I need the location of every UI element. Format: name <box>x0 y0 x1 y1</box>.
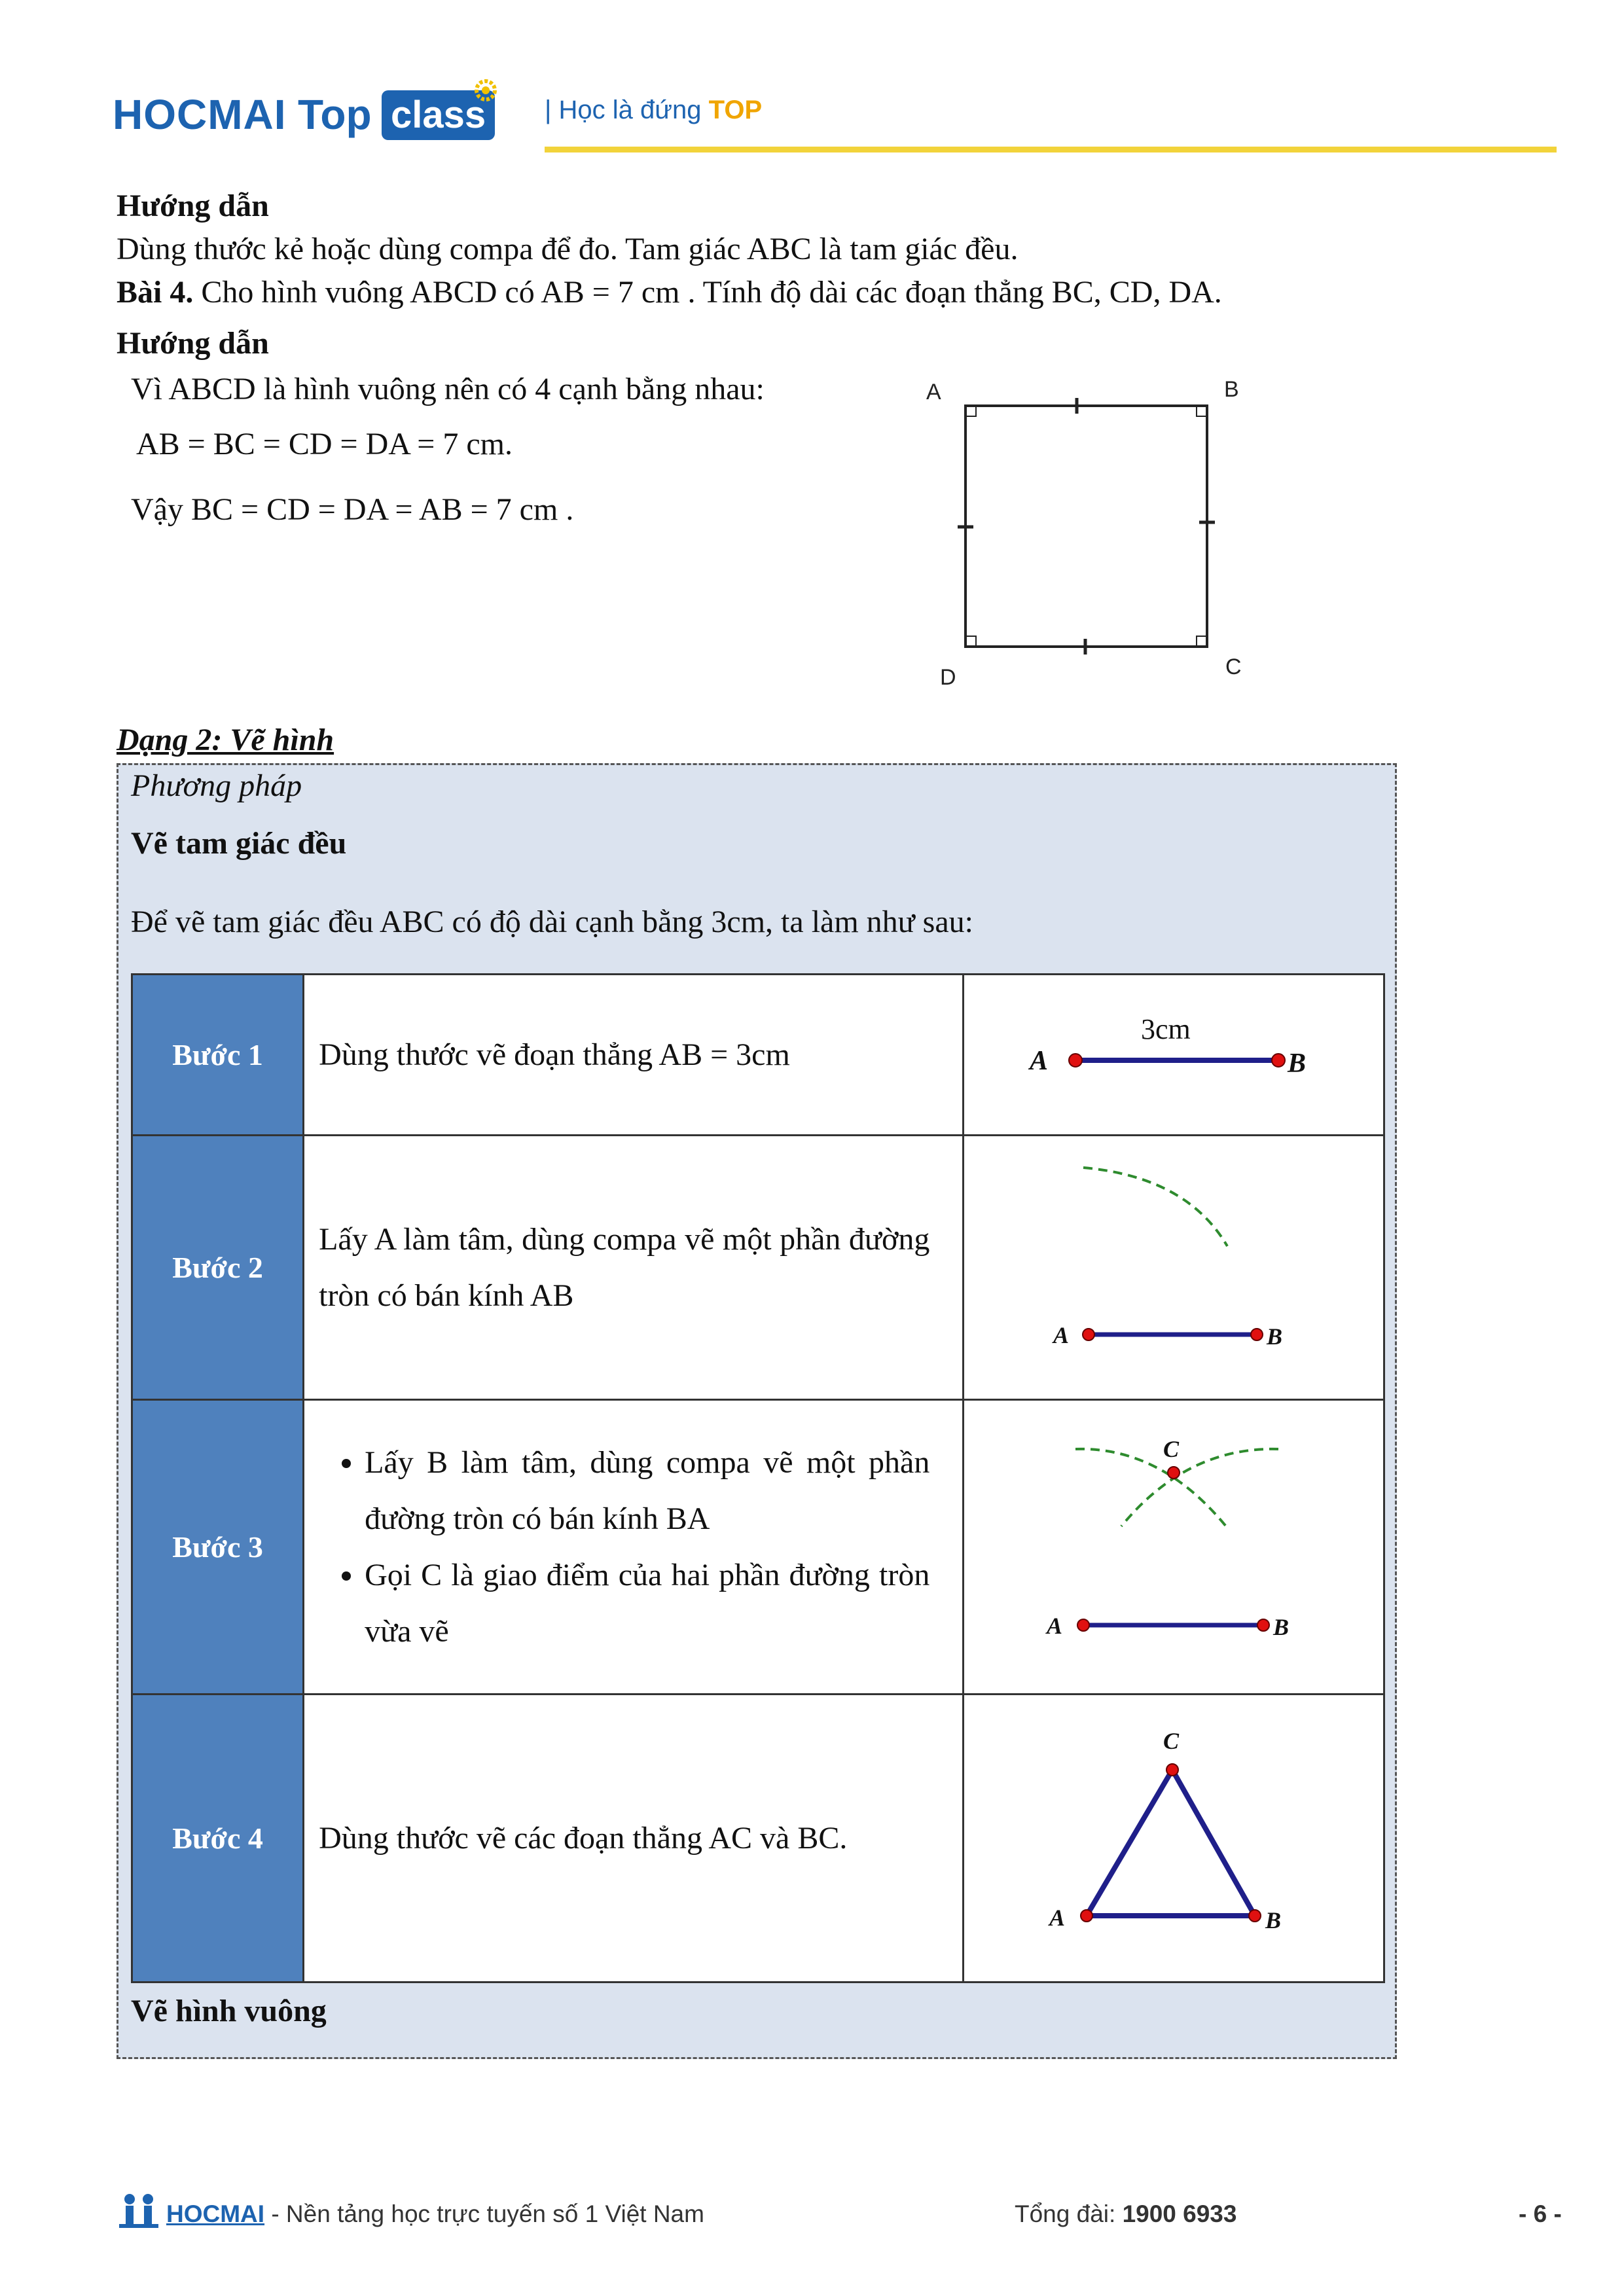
label-c: C <box>1163 1727 1180 1754</box>
step-row-4 <box>132 1695 1384 1982</box>
label-a: A <box>1053 1321 1070 1348</box>
arc-figure-2 <box>964 1138 1380 1398</box>
page-number: - 6 - <box>1519 2200 1562 2227</box>
segment-figure-1 <box>964 977 1380 1134</box>
length-label: 3cm <box>1141 1013 1191 1045</box>
point-b <box>1249 1910 1261 1922</box>
header-rule <box>545 147 1557 152</box>
point-b <box>1257 1619 1269 1631</box>
step-3-list <box>319 1435 929 1660</box>
point-a <box>1083 1329 1094 1340</box>
section1-heading: Hướng dẫn <box>117 188 269 223</box>
right-angle-b <box>1197 406 1207 416</box>
tagline <box>545 96 762 125</box>
bai4-text: Cho hình vuông ABCD có AB = 7 cm . Tính độ dài các đoạn thẳng BC, CD, DA. <box>201 275 1222 310</box>
step-3-figure <box>964 1400 1384 1695</box>
step-1-label: Bước 1 <box>132 975 304 1136</box>
bai4-line2: AB = BC = CD = DA = 7 cm. <box>136 427 513 461</box>
label-b: B <box>1288 1048 1307 1079</box>
triangle-figure <box>964 1696 1380 1981</box>
footer-brand-link[interactable]: HOCMAI <box>166 2200 265 2227</box>
logo-class: class <box>382 90 495 140</box>
label-a: A <box>1030 1045 1049 1076</box>
arc-a <box>1075 1448 1226 1526</box>
label-a: A <box>1047 1612 1063 1639</box>
step-3-bullet-2: • Gọi C là giao điểm của hai phần đường tròn vừa vẽ <box>365 1547 929 1660</box>
step-3-bullet-1: • Lấy B làm tâm, dùng compa vẽ một phần đường tròn có bán kính BA <box>365 1435 929 1547</box>
vertex-d-label: D <box>940 665 956 690</box>
point-c <box>1166 1764 1178 1776</box>
point-a <box>1077 1619 1089 1631</box>
right-angle-c <box>1197 636 1207 647</box>
step-2-figure <box>964 1136 1384 1400</box>
hotline-label: Tổng đài: <box>1015 2200 1123 2227</box>
vertex-b-label: B <box>1224 377 1239 402</box>
bai4-problem <box>117 271 1222 314</box>
section1-text: Dùng thước kẻ hoặc dùng compa để đo. Tam giác ABC là tam giác đều. <box>117 232 1019 266</box>
square-subtitle: Vẽ hình vuông <box>131 1994 327 2028</box>
right-angle-d <box>965 636 976 647</box>
step-3-desc <box>304 1400 964 1695</box>
point-b <box>1251 1329 1263 1340</box>
step-row-3 <box>132 1400 1384 1695</box>
arc-b <box>1121 1448 1278 1526</box>
dang2-title: Dạng 2: Vẽ hình <box>117 723 334 757</box>
arc-figure-3 <box>964 1402 1380 1693</box>
method-intro: Để vẽ tam giác đều ABC có độ dài cạnh bằng 3cm, ta làm như sau: <box>131 905 973 939</box>
step-2-label: Bước 2 <box>132 1136 304 1400</box>
right-angle-a <box>965 406 976 416</box>
logo-top: Top <box>298 91 372 138</box>
hocmai-logo-icon <box>117 2193 162 2229</box>
method-subtitle: Vẽ tam giác đều <box>131 826 347 861</box>
gear-icon <box>473 77 499 103</box>
step-1-figure <box>964 975 1384 1136</box>
label-b: B <box>1265 1907 1282 1933</box>
vertex-c-label: C <box>1225 655 1242 679</box>
footer-left <box>166 2200 704 2228</box>
bai4-line3: Vậy BC = CD = DA = AB = 7 cm . <box>131 492 574 527</box>
point-c <box>1168 1467 1180 1479</box>
point-b <box>1272 1054 1285 1067</box>
label-a: A <box>1049 1904 1066 1931</box>
step-1-desc: Dùng thước vẽ đoạn thẳng AB = 3cm <box>304 975 964 1136</box>
step-2-desc: Lấy A làm tâm, dùng compa vẽ một phần đường tròn có bán kính AB <box>304 1136 964 1400</box>
tagline-separator: | <box>545 96 559 124</box>
arc-a <box>1083 1168 1227 1246</box>
label-b: B <box>1267 1323 1283 1350</box>
triangle-abc <box>1087 1770 1255 1916</box>
step-3-label: Bước 3 <box>132 1400 304 1695</box>
step-4-figure <box>964 1695 1384 1982</box>
point-a <box>1069 1054 1082 1067</box>
bai4-line1: Vì ABCD là hình vuông nên có 4 cạnh bằng nhau: <box>131 372 765 406</box>
method-label: Phương pháp <box>131 768 302 803</box>
square-outline <box>965 406 1207 647</box>
step-row-1 <box>132 975 1384 1136</box>
bai4-label: Bài 4. <box>117 275 194 310</box>
point-a <box>1081 1910 1092 1922</box>
steps-table <box>131 973 1385 1983</box>
footer-slogan: - Nền tảng học trực tuyến số 1 Việt Nam <box>264 2200 704 2227</box>
step-4-label: Bước 4 <box>132 1695 304 1982</box>
footer-hotline <box>1015 2200 1236 2228</box>
vertex-a-label: A <box>926 380 941 404</box>
hotline-number: 1900 6933 <box>1122 2200 1237 2227</box>
tagline-highlight: TOP <box>708 96 763 124</box>
label-b: B <box>1273 1613 1290 1640</box>
step-row-2 <box>132 1136 1384 1400</box>
bai4-heading: Hướng dẫn <box>117 326 269 361</box>
label-c: C <box>1163 1435 1180 1462</box>
logo-hocmai: HOCMAI <box>113 91 287 138</box>
step-4-desc: Dùng thước vẽ các đoạn thẳng AC và BC. <box>304 1695 964 1982</box>
tagline-text: Học là đứng <box>558 96 709 124</box>
square-figure <box>916 367 1283 694</box>
